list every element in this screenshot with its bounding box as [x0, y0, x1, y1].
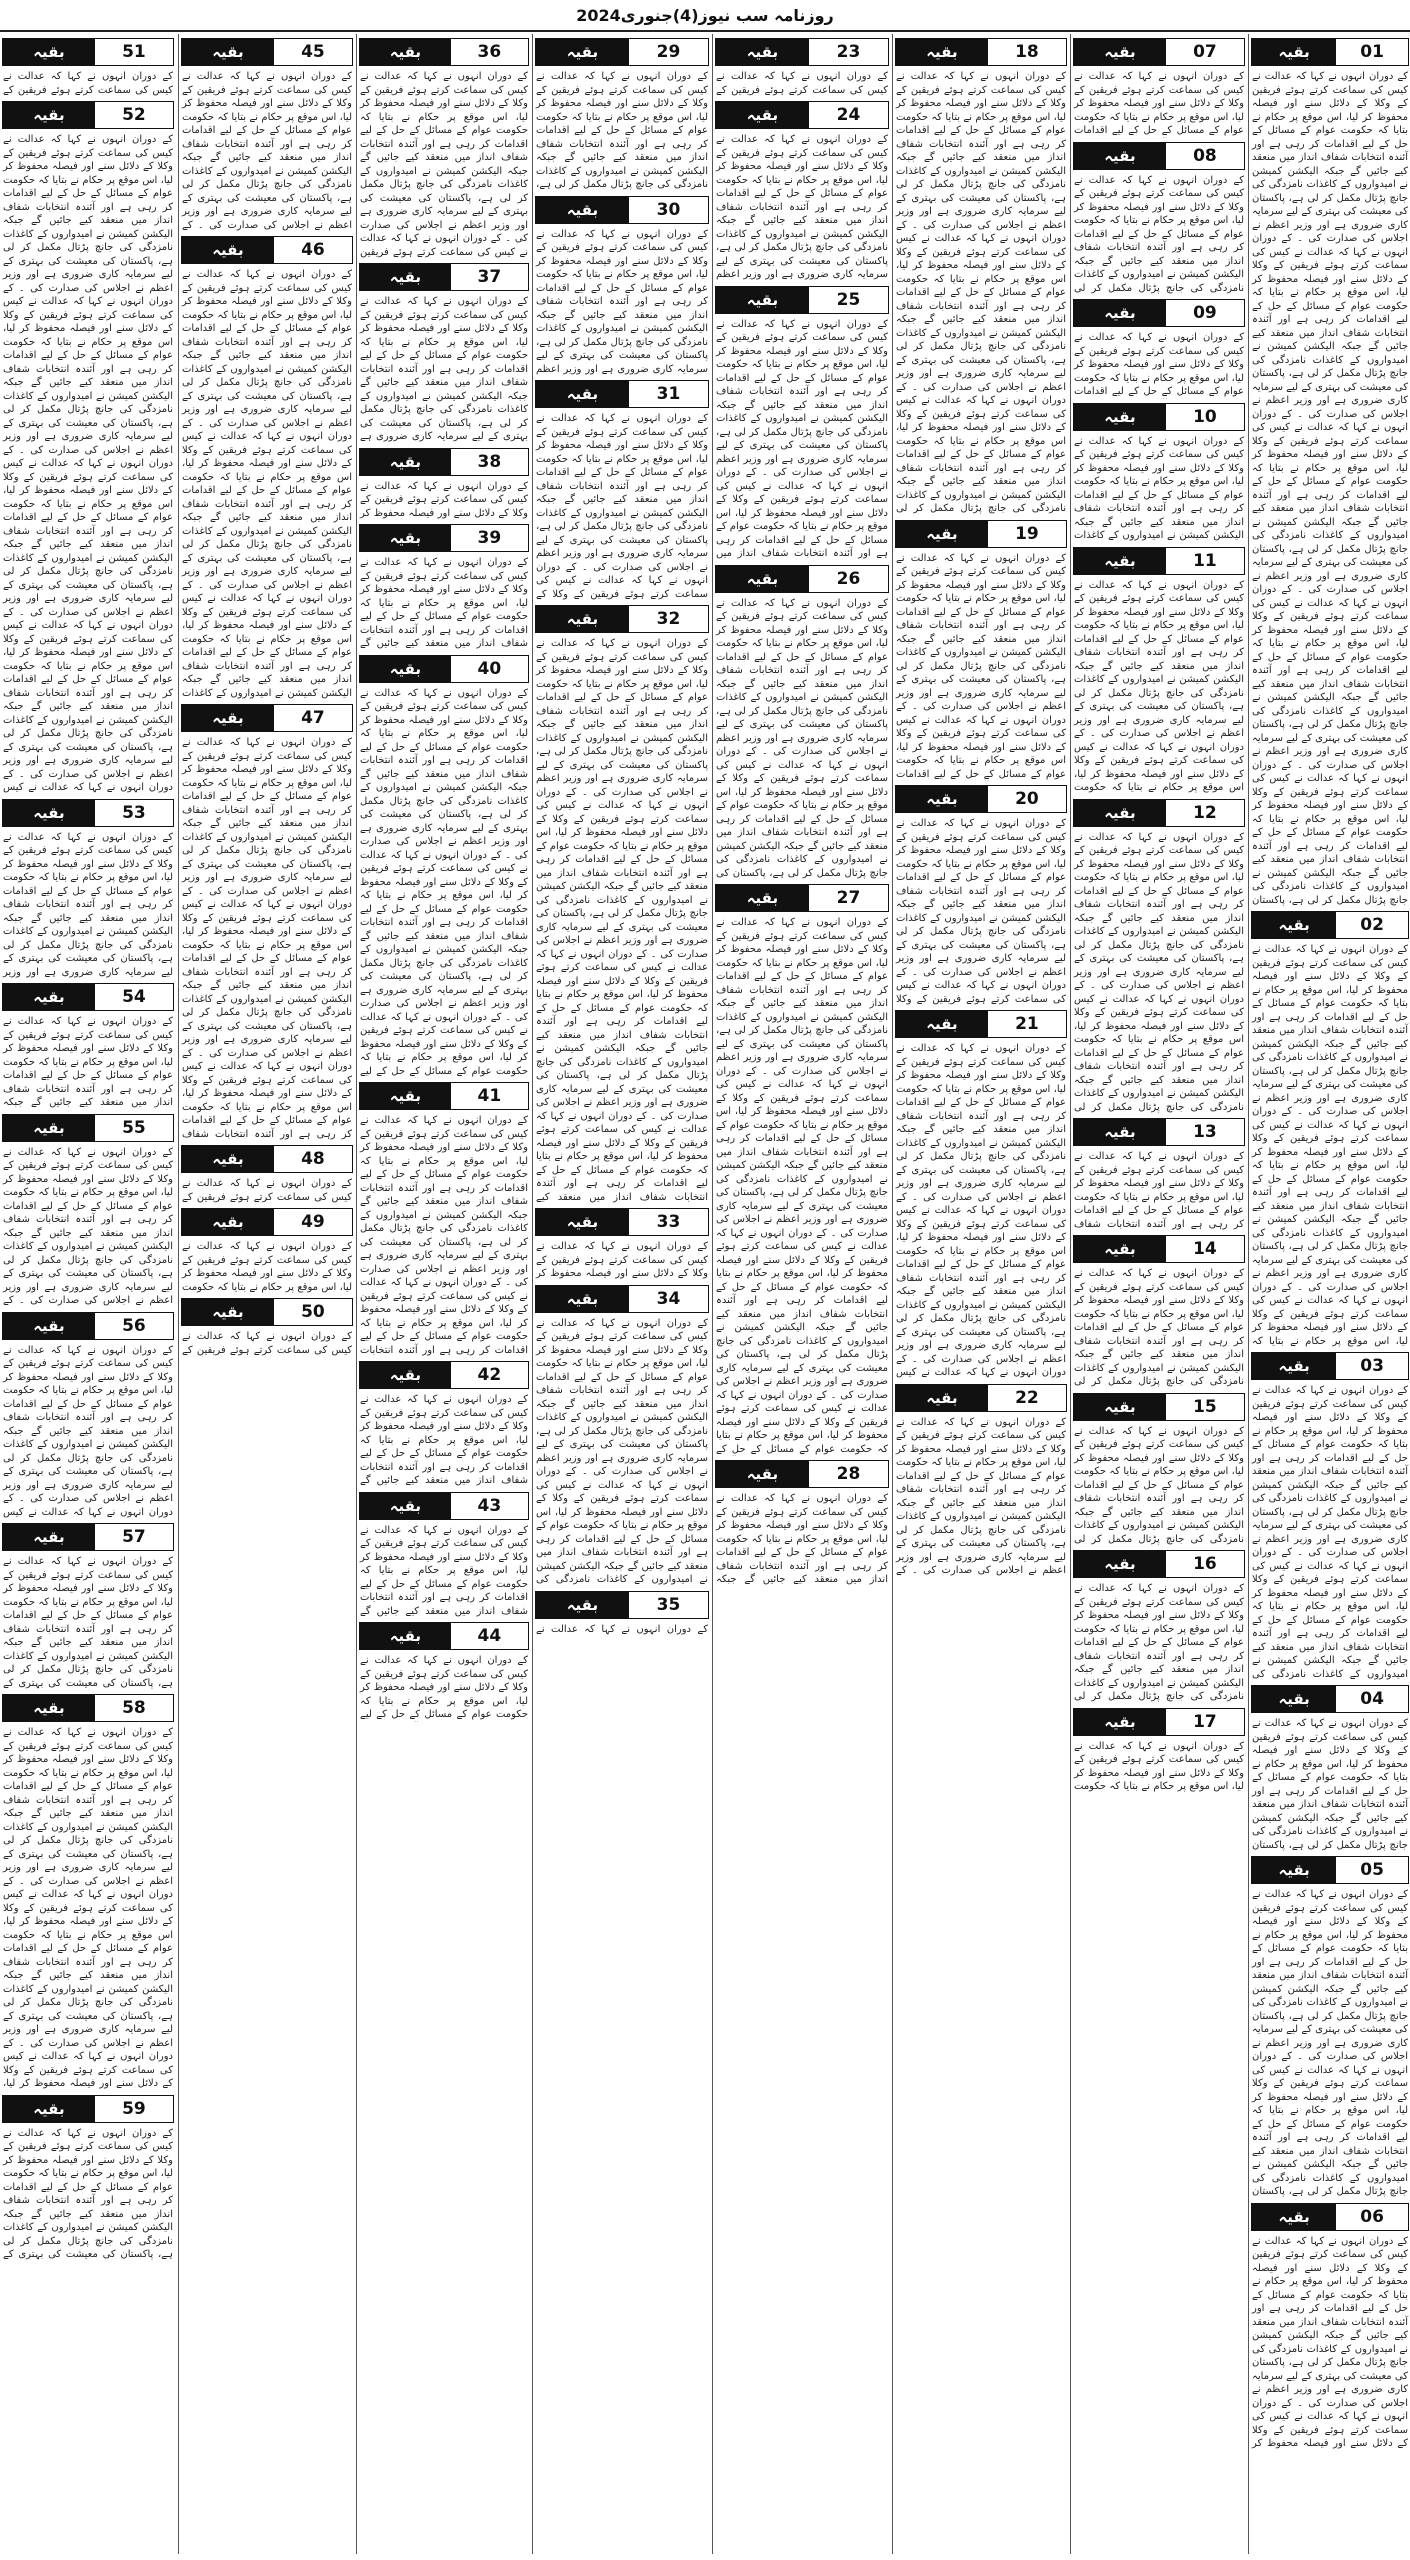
marker-number: 56 [122, 1315, 146, 1336]
marker-number: 15 [1193, 1396, 1217, 1417]
continuation-marker-14 [1073, 1235, 1245, 1263]
marker-number: 28 [836, 1464, 861, 1484]
marker-label: بقیہ [1074, 1236, 1166, 1262]
marker-number: 43 [477, 1495, 502, 1516]
marker-label: بقیہ [1074, 1119, 1166, 1145]
marker-number: 05 [1360, 1860, 1384, 1880]
article-text: کے دوران انہوں نے کہا کہ عدالت نے کیس کی سماعت کرتے ہوئے فریقین کے وکلا کے دلائل سنے اور فیصلہ محفوظ کر لیا، اس موقع پر حکام نے بتایا کہ حکومت عوام کے مسائل کے حل کے لیے اقدامات کر رہی ہے اور آئندہ انتخابات شفاف انداز میں منعقد کیے جائیں گے جبکہ الیکشن کمیشن نے امیدواروں کے کاغذات نامزدگی کی جانچ پڑتال مکمل کر لی ہے، پاکستان کی معیشت کی بہتری کے [3, 2127, 173, 2260]
marker-label: بقیہ [3, 1313, 95, 1339]
marker-label: بقیہ [360, 1083, 451, 1109]
continuation-marker-07 [1073, 38, 1245, 66]
continuation-marker-57 [2, 1523, 174, 1551]
article-text: کے دوران انہوں نے کہا کہ عدالت نے کیس کی سماعت کرتے ہوئے فریقین کے وکلا کے دلائل سنے اور فیصلہ محفوظ کر [360, 480, 528, 519]
article-text: کے دوران انہوں نے کہا کہ عدالت نے کیس کی سماعت کرتے ہوئے فریقین کے وکلا کے دلائل سنے اور فیصلہ محفوظ کر لیا، اس موقع پر حکام نے بتایا کہ حکومت عوام کے مسائل کے حل کے لیے اقدامات کر رہی ہے اور آئندہ انتخابات شفاف انداز میں منعقد کیے جائیں گے جبکہ الیکشن کمیشن نے امیدواروں کے کاغذات نامزدگی کی جانچ پڑتال مکمل کر لی ہے، پاکستان کی معیشت کی بہتری کے لیے سرمایہ کاری ضروری ہے اور وزیر اعظم نے اجلاس کی صدارت کی ۔ کے دوران انہوں نے کہا کہ عدالت نے کیس کی سماعت کرتے ہوئے فریقین کے وکلا کے دلائل سنے اور فیصلہ محفوظ کر لیا، اس موقع پر حکام نے بتایا کہ حکومت عوام کے مسائل کے حل کے لیے اقدامات کر رہی ہے اور آئندہ انتخابات شفاف انداز میں منعقد کیے جائیں گے جبکہ الیکشن کمیشن نے امیدواروں کے کاغذات نامزدگی کی جانچ پڑتال مکمل کر لی ہے، پاکستان کی [715, 597, 888, 879]
marker-label: بقیہ [1074, 800, 1166, 826]
article-text: کے دوران انہوں نے کہا کہ عدالت نے کیس کی سماعت کرتے ہوئے فریقین کے وکلا کے دلائل سنے اور فیصلہ محفوظ کر لیا، اس موقع پر حکام نے بتایا کہ حکومت عوام کے مسائل کے حل کے لیے اقدامات کر رہی ہے اور آئندہ انتخابات شفاف انداز میں منعقد کیے جائیں گے جبکہ الیکشن کمیشن نے امیدواروں کے کاغذات نامزدگی کی جانچ پڑتال مکمل کر لی ہے، پاکستان کی معیشت کی بہتری کے لیے سرمایہ کاری ضروری ہے اور وزیر اعظم نے اجلاس کی صدارت کی ۔ کے دوران انہوں نے کہا کہ عدالت نے کیس کی سماعت کرتے ہوئے فریقین کے وکلا کے دلائل سنے اور فیصلہ محفوظ کر لیا، اس موقع پر حکام نے بتایا کہ حکومت عوام کے مسائل کے حل کے لیے اقدامات کر رہی ہے اور آئندہ انتخابات شفاف انداز میں منعقد کیے جائیں گے جبکہ الیکشن کمیشن نے امیدواروں کے کاغذات نامزدگی کی جانچ پڑتال مکمل کر لی ہے، پاکستان کی معیشت کی بہتری کے لیے سرمایہ کاری ضروری ہے اور وزیر اعظم نے اجلاس کی صدارت کی ۔ کے دوران انہوں نے کہا کہ عدالت نے کیس کی سماعت کرتے ہوئے فریقین کے وکلا کے دلائل سنے اور فیصلہ محفوظ کر لیا، اس موقع پر حکام نے بتایا کہ حکومت عوام کے مسائل کے حل کے لیے [360, 687, 528, 1077]
marker-label: بقیہ [716, 287, 809, 313]
article-text: کے دوران انہوں نے کہا کہ عدالت نے کیس کی سماعت کرتے ہوئے فریقین کے وکلا کے دلائل سنے اور فیصلہ محفوظ کر لیا، اس موقع پر حکام نے بتایا کہ حکومت عوام کے مسائل کے حل کے لیے اقدامات کر رہی ہے اور آئندہ انتخابات شفاف انداز میں منعقد کیے جائیں گے جبکہ الیکشن کمیشن نے امیدواروں کے کاغذات نامزدگی کی جانچ پڑتال مکمل کر لی ہے، پاکستان کی معیشت کی بہتری کے لیے سرمایہ کاری ضروری ہے اور وزیر اعظم نے اجلاس کی صدارت کی ۔ کے دوران انہوں نے کہا کہ عدالت نے کیس کی سماعت کرتے ہوئے فریقین کے وکلا [896, 818, 1066, 1005]
continuation-marker-49 [181, 1208, 353, 1236]
marker-number: 42 [477, 1365, 502, 1385]
article-text: کے دوران انہوں نے کہا کہ عدالت نے کیس کی سماعت کرتے ہوئے فریقین کے وکلا کے دلائل سنے اور فیصلہ محفوظ کر لیا، اس موقع پر حکام نے بتایا کہ حکومت عوام کے مسائل کے حل کے لیے اقدامات کر رہی ہے اور آئندہ انتخابات شفاف انداز میں منعقد کیے جائیں گے [360, 1524, 528, 1617]
continuation-marker-20 [895, 785, 1067, 813]
article-text: کے دوران انہوں نے کہا کہ عدالت نے کیس کی سماعت کرتے ہوئے فریقین کے وکلا کے دلائل سنے اور فیصلہ محفوظ کر لیا، اس موقع پر حکام نے بتایا کہ حکومت عوام کے مسائل کے حل کے لیے اقدامات کر رہی ہے اور آئندہ انتخابات شفاف انداز میں منعقد کیے جائیں گے جبکہ الیکشن کمیشن نے امیدواروں کے کاغذات نامزدگی کی جانچ پڑتال مکمل کر لی ہے، پاکستان کی معیشت کی بہتری کے لیے سرمایہ کاری ضروری ہے [360, 296, 528, 442]
marker-number: 59 [122, 2098, 146, 2119]
continuation-marker-43 [359, 1492, 529, 1520]
continuation-marker-51 [2, 38, 174, 66]
column-5 [532, 34, 711, 2554]
marker-label: بقیہ [1074, 143, 1166, 169]
continuation-marker-10 [1073, 403, 1245, 431]
marker-number: 29 [656, 42, 681, 62]
column-7 [178, 34, 355, 2554]
marker-label: بقیہ [182, 1299, 274, 1325]
marker-number: 08 [1193, 145, 1217, 166]
continuation-marker-40 [359, 655, 529, 683]
continuation-marker-22 [895, 1384, 1067, 1412]
continuation-marker-25 [715, 286, 889, 314]
marker-number: 13 [1193, 1122, 1217, 1142]
continuation-marker-39 [359, 524, 529, 552]
marker-label: بقیہ [536, 39, 629, 65]
marker-number: 50 [301, 1302, 325, 1322]
article-text: کے دوران انہوں نے کہا کہ عدالت نے کیس کی سماعت کرتے ہوئے فریقین کے وکلا کے دلائل سنے اور فیصلہ محفوظ کر لیا، اس موقع پر حکام نے بتایا کہ حکومت عوام کے مسائل کے حل کے لیے اقدامات کر رہی ہے اور آئندہ انتخابات شفاف انداز میں منعقد کیے جائیں گے جبکہ الیکشن کمیشن نے امیدواروں کے کاغذات نامزدگی کی جانچ پڑتال مکمل کر لی ہے، پاکستان کی معیشت کی بہتری کے لیے سرمایہ کاری ضروری ہے اور وزیر اعظم نے اجلاس کی صدارت کی ۔ کے دوران انہوں نے کہا کہ عدالت نے کیس کی سماعت کرتے ہوئے فریقین کے وکلا کے دلائل سنے اور فیصلہ محفوظ کر لیا، اس موقع پر حکام نے بتایا کہ حکومت عوام کے مسائل کے حل کے لیے اقدامات کر رہی ہے اور آئندہ انتخابات شفاف انداز میں منعقد کیے جائیں گے جبکہ الیکشن کمیشن نے امیدواروں کے کاغذات نامزدگی کی [535, 1317, 708, 1585]
article-text: کے دوران انہوں نے کہا کہ عدالت نے کیس کی سماعت کرتے ہوئے فریقین کے وکلا کے دلائل سنے اور فیصلہ محفوظ کر لیا، اس موقع پر حکام نے بتایا کہ حکومت عوام کے مسائل کے حل کے لیے اقدامات کر رہی ہے اور آئندہ انتخابات شفاف انداز میں منعقد کیے جائیں گے جبکہ الیکشن کمیشن نے امیدواروں کے کاغذات نامزدگی کی جانچ پڑتال مکمل کر لی ہے، پاکستان کی معیشت کی بہتری کے لیے سرمایہ کاری ضروری ہے اور وزیر اعظم نے اجلاس کی صدارت کی ۔ کے دوران انہوں نے کہا کہ عدالت نے کیس کی سماعت کرتے ہوئے فریقین کے وکلا کے دلائل سنے اور فیصلہ محفوظ کر لیا، اس موقع پر حکام نے بتایا کہ حکومت عوام کے مسائل کے حل کے لیے اقدامات کر رہی ہے اور آئندہ انتخابات شفاف انداز میں منعقد کیے جائیں گے جبکہ الیکشن کمیشن نے امیدواروں کے کاغذات نامزدگی کی جانچ پڑتال مکمل کر لی ہے، پاکستان کی معیشت کی بہتری کے لیے سرمایہ کاری ضروری ہے اور وزیر اعظم نے اجلاس کی صدارت کی ۔ کے دوران انہوں نے کہا کہ عدالت نے کیس کی سماعت کرتے ہوئے فریقین کے وکلا کے دلائل سنے اور فیصلہ محفوظ کر لیا، اس موقع پر حکام نے بتایا کہ حکومت عوام کے مسائل کے حل کے لیے اقدامات کر رہی ہے اور آئندہ انتخابات شفاف انداز میں منعقد کیے جائیں گے جبکہ الیکشن کمیشن نے امیدواروں کے کاغذات نامزدگی کی جانچ پڑتال مکمل کر لی ہے، پاکستان کی معیشت کی بہتری کے لیے سرمایہ کاری ضروری ہے اور وزیر اعظم نے اجلاس کی صدارت کی ۔ کے دوران انہوں نے کہا کہ عدالت نے کیس کی سماعت کرتے ہوئے فریقین کے وکلا کے دلائل سنے اور فیصلہ محفوظ کر لیا، اس موقع پر حکام نے بتایا کہ حکومت عوام کے مسائل کے حل کے لیے اقدامات کر رہی ہے اور آئندہ انتخابات شفاف انداز میں منعقد کیے جائیں گے جبکہ الیکشن کمیشن نے امیدواروں کے کاغذات نامزدگی کی جانچ پڑتال مکمل کر لی ہے، پاکستان کی معیشت کی بہتری کے لیے سرمایہ کاری ضروری ہے اور وزیر اعظم نے اجلاس کی صدارت کی ۔ کے دوران انہوں نے کہا کہ عدالت نے کیس کی سماعت کرتے ہوئے فریقین کے وکلا کے دلائل سنے اور فیصلہ محفوظ کر لیا، اس موقع پر حکام نے بتایا کہ حکومت عوام کے مسائل کے حل کے لیے اقدامات کر رہی ہے اور آئندہ انتخابات شفاف انداز میں منعقد کیے جائیں گے جبکہ الیکشن کمیشن نے امیدواروں کے کاغذات نامزدگی کی جانچ پڑتال مکمل کر لی ہے، پاکستان [1252, 71, 1408, 906]
article-text: کے دوران انہوں نے کہا کہ عدالت نے کیس کی سماعت کرتے ہوئے فریقین کے وکلا کے دلائل سنے اور فیصلہ محفوظ کر لیا، اس موقع پر حکام نے بتایا کہ حکومت عوام کے مسائل کے حل کے لیے اقدامات کر رہی ہے اور آئندہ انتخابات شفاف انداز میں منعقد کیے جائیں گے جبکہ الیکشن کمیشن نے امیدواروں کے کاغذات نامزدگی کی جانچ پڑتال مکمل کر لی ہے، پاکستان کی معیشت کی بہتری کے لیے سرمایہ کاری ضروری ہے اور وزیر اعظم نے اجلاس کی صدارت کی ۔ کے [896, 1416, 1066, 1576]
column-2 [1070, 34, 1247, 2554]
marker-label: بقیہ [716, 566, 809, 592]
marker-label: بقیہ [1074, 548, 1166, 574]
marker-number: 02 [1360, 915, 1384, 935]
continuation-marker-32 [535, 605, 709, 633]
continuation-marker-31 [535, 380, 709, 408]
continuation-marker-41 [359, 1082, 529, 1110]
article-text: کے دوران انہوں نے کہا کہ عدالت نے کیس کی سماعت کرتے ہوئے فریقین کے وکلا کے دلائل سنے اور فیصلہ محفوظ کر لیا، اس موقع پر حکام نے بتایا کہ حکومت عوام کے مسائل کے حل کے لیے اقدامات کر رہی ہے اور آئندہ انتخابات شفاف انداز میں منعقد کیے جائیں گے جبکہ الیکشن کمیشن نے امیدواروں کے کاغذات نامزدگی کی جانچ پڑتال مکمل کر لی ہے، پاکستان کی معیشت کی بہتری کے لیے سرمایہ کاری ضروری ہے اور وزیر اعظم نے اجلاس کی صدارت کی ۔ کے دوران انہوں نے کہا کہ عدالت نے کیس [3, 1344, 173, 1518]
article-text: کے دوران انہوں نے کہا کہ عدالت نے کیس کی سماعت کرتے ہوئے فریقین کے وکلا کے دلائل سنے اور فیصلہ محفوظ کر لیا، اس موقع پر حکام نے بتایا کہ حکومت عوام کے مسائل کے حل کے لیے اقدامات کر رہی ہے اور آئندہ انتخابات شفاف انداز میں منعقد کیے جائیں گے جبکہ الیکشن کمیشن نے امیدواروں کے کاغذات نامزدگی کی جانچ پڑتال مکمل کر لی ہے، پاکستان کی معیشت کی بہتری کے لیے سرمایہ کاری ضروری ہے اور وزیر اعظم نے اجلاس کی صدارت کی ۔ کے دوران انہوں نے کہا کہ عدالت نے کیس کی سماعت کرتے ہوئے فریقین کے وکلا کے دلائل سنے اور فیصلہ محفوظ کر لیا، اس موقع پر حکام نے بتایا کہ حکومت عوام کے مسائل کے حل کے لیے اقدامات کر رہی ہے اور آئندہ انتخابات شفاف انداز میں منعقد کیے جائیں گے جبکہ الیکشن کمیشن نے امیدواروں کے کاغذات نامزدگی کی جانچ پڑتال مکمل کر لی [1074, 831, 1244, 1113]
marker-label: بقیہ [1074, 404, 1166, 430]
marker-label: بقیہ [360, 1623, 451, 1649]
continuation-marker-05 [1251, 1856, 1409, 1884]
marker-number: 52 [122, 105, 146, 125]
article-text: کے دوران انہوں نے کہا کہ عدالت نے کیس کی سماعت کرتے ہوئے فریقین کے وکلا کے دلائل سنے اور فیصلہ محفوظ کر لیا، اس موقع پر حکام نے بتایا کہ حکومت عوام کے مسائل کے حل کے لیے اقدامات کر رہی ہے اور آئندہ انتخابات شفاف انداز میں منعقد کیے جائیں گے [360, 1394, 528, 1486]
article-text: کے دوران انہوں نے کہا کہ عدالت نے کیس کی سماعت کرتے ہوئے فریقین کے وکلا کے دلائل سنے اور فیصلہ محفوظ کر لیا، اس موقع پر حکام نے بتایا کہ حکومت عوام کے مسائل کے حل کے لیے اقدامات کر رہی ہے اور آئندہ انتخابات شفاف انداز میں منعقد کیے جائیں گے جبکہ الیکشن کمیشن نے امیدواروں کے کاغذات نامزدگی کی جانچ پڑتال مکمل کر لی ہے، پاکستان [1252, 1718, 1408, 1851]
marker-number: 33 [656, 1212, 681, 1232]
article-text: کے دوران انہوں نے کہا کہ عدالت نے کیس کی سماعت کرتے ہوئے فریقین کے وکلا کے دلائل سنے اور فیصلہ محفوظ کر لیا، اس موقع پر حکام نے بتایا کہ حکومت عوام کے مسائل کے حل کے لیے اقدامات کر رہی ہے اور آئندہ انتخابات شفاف انداز میں منعقد کیے جائیں گے جبکہ الیکشن کمیشن نے امیدواروں کے کاغذات نامزدگی کی جانچ پڑتال مکمل کر لی [1074, 174, 1244, 294]
article-text: کے دوران انہوں نے کہا کہ عدالت نے کیس کی سماعت کرتے ہوئے فریقین کے وکلا کے دلائل سنے اور فیصلہ محفوظ کر لیا، اس موقع پر حکام نے بتایا کہ حکومت عوام کے مسائل کے حل کے لیے اقدامات کر رہی ہے اور آئندہ انتخابات شفاف انداز میں منعقد کیے جائیں گے جبکہ الیکشن کمیشن نے امیدواروں کے کاغذات نامزدگی کی جانچ پڑتال مکمل کر لی ہے، پاکستان کی معیشت کی بہتری کے لیے سرمایہ کاری ضروری ہے اور وزیر اعظم نے اجلاس کی صدارت کی ۔ کے دوران انہوں نے کہا کہ عدالت نے کیس کی سماعت کرتے ہوئے فریقین کے وکلا کے دلائل سنے اور فیصلہ محفوظ کر لیا، اس موقع پر حکام نے بتایا کہ حکومت عوام کے مسائل کے حل کے لیے اقدامات کر رہی ہے اور آئندہ انتخابات شفاف انداز میں منعقد کیے جائیں گے جبکہ الیکشن کمیشن نے امیدواروں کے کاغذات نامزدگی کی جانچ پڑتال مکمل کر لی ہے، پاکستان کی معیشت کی بہتری کے لیے سرمایہ کاری ضروری ہے اور وزیر اعظم نے اجلاس کی صدارت کی ۔ کے دوران انہوں نے کہا کہ عدالت نے کیس [896, 1043, 1066, 1378]
marker-label: بقیہ [360, 39, 451, 65]
marker-number: 37 [477, 267, 502, 287]
marker-label: بقیہ [360, 1493, 451, 1519]
marker-number: 39 [477, 528, 502, 548]
article-text: کے دوران انہوں نے کہا کہ عدالت نے کیس کی سماعت کرتے ہوئے فریقین کے وکلا کے دلائل سنے اور فیصلہ محفوظ کر لیا، اس موقع پر حکام نے بتایا کہ حکومت عوام کے مسائل کے حل کے لیے اقدامات کر رہی ہے اور آئندہ انتخابات شفاف انداز میں منعقد کیے جائیں گے جبکہ الیکشن کمیشن نے امیدواروں کے کاغذات نامزدگی کی جانچ پڑتال مکمل کر لی ہے، پاکستان کی معیشت کی بہتری کے لیے سرمایہ کاری ضروری ہے اور وزیر اعظم نے اجلاس کی صدارت کی ۔ کے دوران انہوں نے کہا کہ عدالت نے کیس کی سماعت کرتے ہوئے فریقین کے وکلا کے دلائل سنے اور فیصلہ محفوظ کر لیا، اس موقع پر حکام نے بتایا کہ حکومت عوام کے مسائل کے حل کے لیے اقدامات کر رہی ہے اور آئندہ انتخابات شفاف انداز میں منعقد کیے جائیں گے جبکہ الیکشن کمیشن نے امیدواروں کے کاغذات نامزدگی کی جانچ پڑتال مکمل کر لی ہے، پاکستان کی معیشت کی بہتری کے لیے سرمایہ کاری ضروری ہے اور وزیر اعظم نے اجلاس کی صدارت کی ۔ کے دوران انہوں نے کہا کہ عدالت نے کیس کی سماعت کرتے ہوئے فریقین کے وکلا کے دلائل سنے اور فیصلہ محفوظ کر لیا، اس موقع پر حکام نے بتایا کہ حکومت عوام کے مسائل کے حل کے لیے اقدامات کر رہی ہے اور آئندہ انتخابات شفاف انداز میں منعقد کیے جائیں گے جبکہ الیکشن کمیشن نے امیدواروں کے کاغذات [182, 269, 352, 699]
marker-number: 51 [122, 42, 146, 62]
marker-number: 41 [477, 1086, 502, 1106]
marker-label: بقیہ [182, 39, 274, 65]
continuation-marker-59 [2, 2095, 174, 2123]
marker-label: بقیہ [182, 237, 274, 263]
marker-label: بقیہ [360, 1362, 451, 1388]
marker-label: بقیہ [1252, 912, 1336, 938]
marker-label: بقیہ [716, 102, 809, 128]
marker-label: بقیہ [1074, 300, 1166, 326]
article-text: کے دوران انہوں نے کہا کہ عدالت نے کیس کی سماعت کرتے ہوئے فریقین کے [182, 1178, 352, 1203]
article-text: کے دوران انہوں نے کہا کہ عدالت نے کیس کی سماعت کرتے ہوئے فریقین کے وکلا کے دلائل سنے اور فیصلہ محفوظ کر لیا، اس موقع پر حکام نے بتایا کہ حکومت عوام کے مسائل کے حل کے لیے اقدامات کر رہی ہے اور آئندہ انتخابات شفاف انداز میں منعقد کیے جائیں گے جبکہ الیکشن کمیشن نے امیدواروں کے کاغذات نامزدگی کی جانچ پڑتال مکمل کر لی ہے، پاکستان کی معیشت کی بہتری کے لیے سرمایہ کاری ضروری ہے اور وزیر اعظم نے اجلاس کی صدارت کی ۔ کے دوران انہوں نے کہا کہ عدالت نے کیس کی سماعت کرتے ہوئے فریقین [360, 71, 528, 258]
marker-number: 58 [122, 1698, 146, 1718]
marker-number: 55 [122, 1117, 146, 1138]
continuation-marker-11 [1073, 547, 1245, 575]
article-text: کے دوران انہوں نے کہا کہ عدالت نے کیس کی سماعت کرتے ہوئے فریقین کے وکلا کے دلائل سنے اور فیصلہ محفوظ کر لیا، اس موقع پر حکام نے بتایا کہ حکومت عوام کے مسائل کے حل کے لیے اقدامات کر رہی ہے اور آئندہ انتخابات شفاف انداز میں منعقد کیے جائیں گے [360, 557, 528, 649]
marker-label: بقیہ [1074, 1551, 1166, 1577]
marker-label: بقیہ [3, 1524, 95, 1550]
marker-label: بقیہ [3, 1115, 95, 1141]
marker-number: 38 [477, 451, 502, 472]
article-text: کے دوران انہوں نے کہا کہ عدالت نے کیس کی سماعت کرتے ہوئے فریقین کے وکلا کے دلائل سنے اور فیصلہ محفوظ کر لیا، اس موقع پر حکام نے بتایا کہ حکومت عوام کے مسائل کے حل کے لیے اقدامات کر رہی ہے اور آئندہ انتخابات شفاف انداز میں منعقد کیے جائیں گے جبکہ الیکشن کمیشن نے امیدواروں کے کاغذات نامزدگی کی جانچ پڑتال مکمل کر لی ہے، پاکستان کی معیشت کی بہتری کے لیے سرمایہ کاری ضروری ہے اور وزیر اعظم نے اجلاس کی صدارت کی ۔ کے دوران انہوں نے کہا کہ عدالت نے کیس کی سماعت کرتے ہوئے فریقین کے وکلا کے دلائل سنے اور فیصلہ محفوظ کر لیا، اس موقع پر حکام نے بتایا کہ حکومت عوام کے مسائل کے حل کے لیے اقدامات کر رہی ہے اور آئندہ انتخابات شفاف انداز میں منعقد کیے جائیں گے جبکہ الیکشن کمیشن نے امیدواروں کے کاغذات نامزدگی کی جانچ پڑتال مکمل کر لی ہے، پاکستان کی معیشت کی بہتری کے لیے سرمایہ کاری ضروری ہے اور وزیر اعظم نے اجلاس کی صدارت کی ۔ کے دوران انہوں نے کہا کہ عدالت نے کیس کی سماعت کرتے ہوئے فریقین کے وکلا کے دلائل سنے اور فیصلہ محفوظ کر لیا، اس موقع پر حکام نے بتایا کہ حکومت عوام کے مسائل کے حل کے لیے اقدامات کر رہی ہے اور آئندہ انتخابات شفاف انداز میں منعقد کیے جائیں گے جبکہ الیکشن کمیشن نے امیدواروں کے کاغذات نامزدگی کی جانچ پڑتال مکمل کر لی ہے، پاکستان کی معیشت کی بہتری کے لیے سرمایہ کاری ضروری ہے اور وزیر اعظم نے اجلاس کی صدارت کی ۔ کے دوران انہوں نے کہا کہ عدالت نے کیس کی سماعت کرتے ہوئے فریقین کے وکلا کے دلائل سنے اور فیصلہ محفوظ کر لیا، اس موقع پر حکام نے بتایا کہ حکومت عوام کے مسائل کے حل کے [715, 917, 888, 1455]
continuation-marker-02 [1251, 911, 1409, 939]
continuation-marker-53 [2, 799, 174, 827]
marker-number: 54 [122, 987, 146, 1007]
article-text: کے دوران انہوں نے کہا کہ عدالت نے کیس کی سماعت کرتے ہوئے فریقین کے وکلا کے دلائل سنے اور فیصلہ محفوظ کر لیا، اس موقع پر حکام نے بتایا کہ حکومت عوام کے مسائل کے حل کے لیے اقدامات کر رہی ہے اور آئندہ انتخابات شفاف انداز میں منعقد کیے جائیں گے جبکہ الیکشن کمیشن نے امیدواروں کے کاغذات نامزدگی کی جانچ پڑتال مکمل کر لی ہے، پاکستان کی معیشت کی بہتری کے لیے سرمایہ کاری ضروری ہے اور وزیر اعظم نے اجلاس کی صدارت کی ۔ کے دوران انہوں نے کہا کہ عدالت نے کیس کی سماعت کرتے ہوئے فریقین کے وکلا کے دلائل سنے اور فیصلہ محفوظ کر لیا، اس موقع پر حکام نے بتایا کہ حکومت عوام کے مسائل کے حل کے لیے اقدامات کر رہی ہے اور آئندہ انتخابات شفاف انداز میں منعقد کیے جائیں گے جبکہ الیکشن کمیشن نے امیدواروں کے کاغذات نامزدگی کی [1252, 1385, 1408, 1680]
continuation-marker-37 [359, 263, 529, 291]
marker-label: بقیہ [360, 525, 451, 551]
marker-label: بقیہ [1074, 39, 1166, 65]
article-text: کے دوران انہوں نے کہا کہ عدالت نے کیس کی سماعت کرتے ہوئے فریقین کے وکلا کے دلائل سنے اور فیصلہ محفوظ کر لیا، اس موقع پر حکام نے بتایا کہ حکومت عوام کے مسائل کے حل کے لیے اقدامات کر رہی ہے اور آئندہ انتخابات شفاف انداز میں منعقد کیے جائیں گے جبکہ الیکشن کمیشن نے امیدواروں کے کاغذات نامزدگی کی جانچ پڑتال مکمل کر لی ہے، پاکستان کی معیشت کی بہتری کے لیے سرمایہ کاری ضروری ہے اور وزیر [3, 831, 173, 978]
marker-label: بقیہ [3, 2096, 95, 2122]
marker-label: بقیہ [1074, 1709, 1166, 1735]
article-text: کے دوران انہوں نے کہا کہ عدالت نے کیس کی سماعت کرتے ہوئے فریقین کے وکلا کے دلائل سنے اور فیصلہ محفوظ کر لیا، اس موقع پر حکام نے بتایا کہ حکومت عوام کے مسائل کے حل کے لیے اقدامات کر رہی ہے اور آئندہ انتخابات شفاف [1074, 1151, 1244, 1230]
marker-number: 09 [1193, 303, 1217, 323]
marker-number: 31 [656, 384, 681, 404]
marker-number: 25 [836, 289, 861, 310]
continuation-marker-50 [181, 1298, 353, 1326]
marker-label: بقیہ [896, 39, 988, 65]
column-8 [0, 34, 176, 2554]
continuation-marker-46 [181, 236, 353, 264]
marker-label: بقیہ [536, 197, 629, 223]
marker-label: بقیہ [1252, 39, 1336, 65]
continuation-marker-33 [535, 1208, 709, 1236]
article-text: کے دوران انہوں نے کہا کہ عدالت نے کیس کی سماعت کرتے ہوئے فریقین کے وکلا کے دلائل سنے اور فیصلہ محفوظ کر لیا، اس موقع پر حکام نے بتایا کہ حکومت عوام کے مسائل کے حل کے لیے اقدامات کر رہی ہے اور آئندہ انتخابات شفاف انداز میں منعقد کیے جائیں گے جبکہ [3, 1016, 173, 1108]
article-text: کے دوران انہوں نے کہا کہ عدالت نے کیس کی سماعت کرتے ہوئے فریقین کے وکلا کے دلائل سنے اور فیصلہ محفوظ کر لیا، اس موقع پر حکام نے بتایا کہ حکومت عوام کے مسائل کے حل کے لیے اقدامات کر رہی ہے اور آئندہ انتخابات شفاف انداز میں منعقد کیے جائیں گے جبکہ الیکشن کمیشن نے امیدواروں کے کاغذات نامزدگی کی جانچ پڑتال مکمل کر لی ہے، پاکستان کی معیشت کی بہتری کے لیے سرمایہ کاری ضروری ہے اور وزیر اعظم نے اجلاس کی صدارت کی ۔ کے دوران انہوں نے کہا کہ عدالت نے کیس کی سماعت کرتے ہوئے فریقین کے وکلا کے دلائل سنے اور فیصلہ محفوظ کر لیا، اس موقع پر حکام نے بتایا کہ حکومت عوام کے مسائل کے حل کے لیے اقدامات کر رہی ہے اور آئندہ انتخابات شفاف انداز میں منعقد کیے جائیں گے جبکہ الیکشن کمیشن نے امیدواروں کے کاغذات نامزدگی کی جانچ پڑتال مکمل کر لی ہے، پاکستان کی معیشت کی بہتری کے لیے سرمایہ کاری ضروری ہے اور وزیر اعظم نے اجلاس کی صدارت کی ۔ کے دوران انہوں نے کہا کہ عدالت نے کیس کی سماعت کرتے ہوئے فریقین کے وکلا کے دلائل سنے اور فیصلہ محفوظ کر لیا، اس موقع پر حکام نے بتایا کہ حکومت عوام کے مسائل کے حل کے لیے اقدامات کر رہی ہے اور آئندہ انتخابات شفاف [182, 737, 352, 1140]
continuation-marker-04 [1251, 1685, 1409, 1713]
marker-number: 23 [836, 42, 861, 62]
marker-number: 22 [1015, 1387, 1039, 1408]
continuation-marker-54 [2, 983, 174, 1011]
article-text: کے دوران انہوں نے کہا کہ عدالت نے کیس کی سماعت کرتے ہوئے فریقین کے وکلا کے دلائل سنے اور فیصلہ محفوظ کر لیا، اس موقع پر حکام نے بتایا کہ حکومت عوام کے مسائل کے حل کے لیے اقدامات کر رہی ہے اور آئندہ انتخابات شفاف انداز میں منعقد کیے جائیں گے جبکہ الیکشن کمیشن نے امیدواروں کے کاغذات نامزدگی کی جانچ پڑتال مکمل کر لی ہے، پاکستان کی معیشت کی بہتری کے لیے سرمایہ کاری ضروری ہے اور وزیر اعظم نے اجلاس کی صدارت کی ۔ کے دوران انہوں نے کہا کہ عدالت نے کیس کی سماعت کرتے ہوئے فریقین کے وکلا کے دلائل سنے اور فیصلہ محفوظ کر لیا، اس موقع پر حکام نے بتایا کہ حکومت عوام کے مسائل کے حل کے لیے اقدامات کر رہی ہے اور آئندہ انتخابات شفاف انداز میں منعقد کیے جائیں گے جبکہ الیکشن کمیشن نے امیدواروں کے کاغذات نامزدگی کی جانچ پڑتال مکمل کر لی ہے، پاکستان کی معیشت کی بہتری کے لیے سرمایہ کاری ضروری ہے اور وزیر اعظم نے اجلاس کی صدارت کی ۔ کے دوران انہوں نے کہا کہ عدالت نے کیس کی سماعت کرتے ہوئے فریقین کے وکلا کے دلائل سنے اور فیصلہ محفوظ کر لیا، [3, 1727, 173, 2089]
marker-number: 24 [836, 105, 861, 125]
article-text: کے دوران انہوں نے کہا کہ عدالت نے کیس کی سماعت کرتے ہوئے فریقین کے وکلا کے دلائل سنے اور فیصلہ محفوظ کر لیا، اس موقع پر حکام نے بتایا کہ حکومت عوام کے مسائل کے حل کے لیے اقدامات کر رہی ہے اور آئندہ انتخابات شفاف انداز میں منعقد کیے جائیں گے جبکہ الیکشن کمیشن نے امیدواروں کے کاغذات نامزدگی کی جانچ پڑتال مکمل کر لی ہے، پاکستان کی معیشت کی بہتری کے لیے سرمایہ کاری ضروری ہے اور وزیر اعظم نے اجلاس کی صدارت کی ۔ کے [182, 71, 352, 231]
article-text: کے دوران انہوں نے کہا کہ عدالت نے کیس کی سماعت کرتے ہوئے فریقین کے وکلا کے دلائل سنے اور فیصلہ محفوظ کر لیا، اس موقع پر حکام نے بتایا کہ حکومت عوام کے مسائل کے حل کے لیے اقدامات کر رہی ہے اور آئندہ انتخابات شفاف انداز میں منعقد کیے جائیں گے جبکہ الیکشن کمیشن نے امیدواروں کے کاغذات [1074, 435, 1244, 541]
article-text: کے دوران انہوں نے کہا کہ عدالت نے کیس کی سماعت کرتے ہوئے فریقین کے وکلا کے دلائل سنے اور فیصلہ محفوظ کر لیا، اس موقع پر حکام نے بتایا کہ حکومت عوام کے مسائل کے حل کے لیے اقدامات کر رہی ہے اور آئندہ انتخابات شفاف انداز میں منعقد کیے جائیں گے جبکہ الیکشن کمیشن نے امیدواروں کے کاغذات نامزدگی کی جانچ پڑتال مکمل کر لی [1074, 1425, 1244, 1545]
marker-label: بقیہ [716, 885, 809, 911]
column-6 [356, 34, 531, 2554]
marker-label: بقیہ [536, 381, 629, 407]
continuation-marker-12 [1073, 799, 1245, 827]
page-title: روزنامہ سب نیوز(4)جنوری2024 [576, 5, 834, 25]
marker-label: بقیہ [360, 656, 451, 682]
marker-number: 07 [1193, 42, 1217, 62]
continuation-marker-56 [2, 1312, 174, 1340]
marker-number: 32 [656, 609, 681, 629]
marker-number: 48 [301, 1149, 325, 1169]
article-text: کے دوران انہوں نے کہا کہ عدالت نے کیس کی سماعت کرتے ہوئے فریقین کے وکلا کے دلائل سنے اور فیصلہ محفوظ کر لیا، اس موقع پر حکام نے بتایا کہ حکومت عوام کے مسائل کے حل کے لیے اقدامات [1074, 332, 1244, 397]
continuation-marker-15 [1073, 1393, 1245, 1421]
marker-number: 10 [1193, 406, 1217, 427]
marker-label: بقیہ [182, 1209, 274, 1235]
continuation-marker-52 [2, 101, 174, 129]
article-text: کے دوران انہوں نے کہا کہ عدالت نے کیس کی سماعت کرتے ہوئے فریقین کے وکلا کے دلائل سنے اور فیصلہ محفوظ کر لیا، اس موقع پر حکام نے بتایا کہ حکومت عوام کے مسائل کے حل کے لیے اقدامات کر رہی ہے اور آئندہ انتخابات شفاف انداز میں منعقد کیے جائیں گے جبکہ الیکشن کمیشن نے امیدواروں کے کاغذات نامزدگی کی جانچ پڑتال مکمل کر لی ہے، پاکستان کی معیشت کی بہتری کے لیے سرمایہ کاری ضروری ہے اور وزیر اعظم نے اجلاس کی صدارت کی ۔ کے دوران انہوں نے کہا کہ عدالت نے کیس کی سماعت کرتے ہوئے فریقین کے وکلا کے دلائل سنے اور فیصلہ محفوظ کر لیا، اس موقع پر حکام نے بتایا کہ حکومت عوام کے مسائل کے حل کے لیے اقدامات کر رہی ہے اور آئندہ انتخابات شفاف انداز میں منعقد کیے جائیں گے جبکہ الیکشن کمیشن نے امیدواروں کے کاغذات نامزدگی کی جانچ پڑتال مکمل کر لی ہے، پاکستان کی معیشت کی بہتری کے لیے سرمایہ کاری ضروری ہے اور وزیر اعظم نے اجلاس کی صدارت کی ۔ کے دوران انہوں نے کہا کہ عدالت نے کیس کی سماعت کرتے ہوئے فریقین کے وکلا کے دلائل سنے اور فیصلہ محفوظ کر لیا، اس موقع پر حکام نے بتایا کہ [1252, 944, 1408, 1347]
article-text: کے دوران انہوں نے کہا کہ عدالت نے [536, 1623, 708, 1635]
marker-number: 18 [1015, 42, 1039, 62]
marker-number: 12 [1193, 802, 1217, 823]
article-text: کے دوران انہوں نے کہا کہ عدالت نے کیس کی سماعت کرتے ہوئے فریقین کے وکلا کے دلائل سنے اور فیصلہ محفوظ کر لیا، اس موقع پر حکام نے بتایا کہ حکومت عوام کے مسائل کے حل کے لیے اقدامات کر رہی ہے اور آئندہ انتخابات شفاف انداز میں منعقد کیے جائیں گے جبکہ الیکشن کمیشن نے امیدواروں کے کاغذات نامزدگی کی جانچ پڑتال مکمل کر لی ہے، پاکستان کی معیشت کی بہتری کے لیے سرمایہ کاری ضروری ہے اور وزیر اعظم نے اجلاس کی صدارت کی ۔ کے دوران انہوں نے کہا کہ عدالت نے کیس کی سماعت کرتے ہوئے فریقین کے وکلا کے دلائل سنے اور فیصلہ محفوظ کر لیا، اس موقع پر حکام نے بتایا کہ حکومت عوام کے مسائل کے حل کے لیے اقدامات [896, 552, 1066, 780]
continuation-marker-03 [1251, 1352, 1409, 1380]
continuation-marker-19 [895, 520, 1067, 548]
article-text: کے دوران انہوں نے کہا کہ عدالت نے کیس کی سماعت کرتے ہوئے فریقین کے وکلا کے دلائل سنے اور فیصلہ محفوظ کر لیا، اس موقع پر حکام نے بتایا کہ حکومت عوام کے مسائل کے حل کے لیے اقدامات کر رہی ہے اور آئندہ انتخابات شفاف انداز میں منعقد کیے جائیں گے جبکہ الیکشن کمیشن نے امیدواروں کے کاغذات نامزدگی کی جانچ پڑتال مکمل کر لی ہے، پاکستان کی معیشت کی بہتری کے لیے سرمایہ کاری ضروری ہے اور وزیر اعظم نے اجلاس کی صدارت کی ۔ کے دوران انہوں نے کہا کہ عدالت نے کیس کی سماعت کرتے ہوئے فریقین کے وکلا کے دلائل سنے اور فیصلہ محفوظ کر لیا، اس موقع پر حکام نے بتایا کہ حکومت عوام کے مسائل کے حل کے لیے اقدامات کر رہی ہے اور آئندہ انتخابات شفاف انداز میں منعقد کیے جائیں گے جبکہ الیکشن کمیشن نے امیدواروں کے کاغذات نامزدگی کی جانچ پڑتال مکمل کر لی ہے، پاکستان کی معیشت کی بہتری کے لیے سرمایہ کاری ضروری ہے اور وزیر اعظم نے اجلاس کی صدارت کی ۔ کے دوران انہوں نے کہا کہ عدالت نے کیس کی سماعت کرتے ہوئے فریقین کے وکلا کے دلائل سنے اور فیصلہ محفوظ کر لیا، اس موقع پر حکام نے بتایا کہ حکومت عوام کے مسائل کے حل کے لیے اقدامات کر رہی ہے اور آئندہ انتخابات شفاف انداز میں منعقد کیے جائیں گے جبکہ الیکشن کمیشن نے امیدواروں کے کاغذات نامزدگی کی جانچ پڑتال مکمل کر لی ہے، پاکستان کی معیشت کی بہتری کے لیے سرمایہ کاری ضروری ہے اور وزیر اعظم نے اجلاس کی صدارت کی ۔ کے دوران انہوں نے کہا کہ عدالت نے کیس کی سماعت کرتے ہوئے فریقین کے وکلا کے دلائل سنے اور فیصلہ محفوظ کر لیا، اس موقع پر حکام نے بتایا کہ حکومت عوام کے مسائل کے حل کے لیے اقدامات کر رہی ہے اور آئندہ انتخابات شفاف انداز میں منعقد کیے جائیں گے جبکہ الیکشن کمیشن نے امیدواروں کے کاغذات نامزدگی کی جانچ پڑتال مکمل کر لی ہے، پاکستان کی معیشت کی بہتری کے لیے سرمایہ کاری ضروری ہے اور وزیر اعظم نے اجلاس کی صدارت کی ۔ کے دوران انہوں نے کہا کہ عدالت نے کیس [3, 134, 173, 793]
marker-label: بقیہ [1074, 1394, 1166, 1420]
continuation-marker-23 [715, 38, 889, 66]
article-text: کے دوران انہوں نے کہا کہ عدالت نے کیس کی سماعت کرتے ہوئے فریقین کے وکلا کے دلائل سنے اور فیصلہ محفوظ کر لیا، اس موقع پر حکام نے بتایا کہ حکومت عوام کے مسائل کے حل کے لیے اقدامات کر رہی ہے اور آئندہ انتخابات شفاف انداز میں منعقد کیے جائیں گے جبکہ الیکشن کمیشن نے امیدواروں کے کاغذات نامزدگی کی جانچ پڑتال مکمل کر لی [1074, 1583, 1244, 1702]
article-text: کے دوران انہوں نے کہا کہ عدالت نے کیس کی سماعت کرتے ہوئے فریقین کے وکلا کے دلائل سنے اور فیصلہ محفوظ کر لیا، اس موقع پر حکام نے بتایا کہ حکومت عوام کے مسائل کے حل کے لیے اقدامات کر رہی ہے اور آئندہ انتخابات شفاف انداز میں منعقد کیے جائیں گے جبکہ الیکشن کمیشن نے امیدواروں کے کاغذات نامزدگی کی جانچ پڑتال مکمل کر لی ہے، پاکستان کی معیشت کی بہتری کے لیے سرمایہ کاری ضروری ہے اور وزیر اعظم نے اجلاس کی صدارت کی ۔ کے دوران انہوں نے کہا کہ عدالت نے کیس کی سماعت کرتے ہوئے فریقین کے وکلا کے دلائل سنے اور فیصلہ محفوظ کر لیا، اس موقع پر حکام نے بتایا کہ حکومت عوام کے مسائل کے حل کے لیے اقدامات کر رہی ہے اور آئندہ انتخابات شفاف انداز میں منعقد کیے جائیں گے جبکہ الیکشن کمیشن نے امیدواروں کے کاغذات نامزدگی کی جانچ پڑتال مکمل کر لی ہے، پاکستان کی معیشت کی بہتری کے لیے سرمایہ کاری ضروری ہے اور وزیر اعظم نے اجلاس کی صدارت کی ۔ کے دوران انہوں نے کہا کہ عدالت نے کیس کی سماعت کرتے ہوئے فریقین کے وکلا کے دلائل سنے اور فیصلہ محفوظ کر لیا، اس موقع پر حکام نے بتایا کہ حکومت عوام کے مسائل کے حل کے لیے اقدامات کر رہی ہے اور آئندہ انتخابات شفاف انداز میں منعقد کیے جائیں گے جبکہ الیکشن کمیشن نے امیدواروں کے کاغذات نامزدگی کی جانچ پڑتال مکمل کر لی ہے، پاکستان کی معیشت کی بہتری کے لیے سرمایہ کاری ضروری ہے اور وزیر اعظم نے اجلاس کی صدارت کی ۔ کے دوران انہوں نے کہا کہ عدالت نے کیس کی سماعت کرتے ہوئے فریقین کے وکلا کے دلائل سنے اور فیصلہ محفوظ کر لیا، اس موقع پر حکام نے بتایا کہ حکومت عوام کے مسائل کے حل کے لیے اقدامات کر رہی ہے اور آئندہ انتخابات شفاف انداز میں منعقد کیے [535, 638, 708, 1203]
continuation-marker-36 [359, 38, 529, 66]
article-text: کے دوران انہوں نے کہا کہ عدالت نے کیس کی سماعت کرتے ہوئے فریقین کے وکلا کے دلائل سنے اور فیصلہ محفوظ کر لیا، اس موقع پر حکام نے بتایا کہ حکومت عوام کے مسائل کے حل کے لیے اقدامات کر رہی ہے اور آئندہ انتخابات شفاف انداز میں منعقد کیے جائیں گے جبکہ الیکشن کمیشن نے امیدواروں کے کاغذات نامزدگی کی جانچ پڑتال مکمل کر لی ہے، پاکستان کی معیشت کی بہتری کے لیے سرمایہ کاری ضروری ہے اور وزیر اعظم نے اجلاس کی صدارت کی ۔ کے [3, 1146, 173, 1306]
article-text: کے دوران انہوں نے کہا کہ عدالت نے کیس کی سماعت کرتے ہوئے فریقین کے وکلا کے دلائل سنے اور فیصلہ محفوظ کر لیا، اس موقع پر حکام نے بتایا کہ حکومت عوام کے مسائل کے حل کے لیے اقدامات کر رہی ہے اور آئندہ انتخابات شفاف انداز میں منعقد کیے جائیں گے جبکہ الیکشن کمیشن نے امیدواروں کے کاغذات نامزدگی کی جانچ پڑتال مکمل کر لی [1074, 1268, 1244, 1387]
continuation-marker-47 [181, 704, 353, 732]
continuation-marker-28 [715, 1460, 889, 1488]
marker-number: 40 [477, 658, 502, 679]
article-text: کے دوران انہوں نے کہا کہ عدالت نے کیس کی سماعت کرتے ہوئے فریقین کے وکلا کے دلائل سنے اور فیصلہ محفوظ کر لیا، اس موقع پر حکام نے بتایا کہ حکومت عوام کے مسائل کے حل کے لیے اقدامات کر رہی ہے اور آئندہ انتخابات شفاف انداز میں منعقد کیے جائیں گے جبکہ الیکشن کمیشن نے امیدواروں کے کاغذات نامزدگی کی جانچ پڑتال مکمل کر لی ہے، پاکستان کی معیشت کی بہتری کے لیے سرمایہ کاری ضروری ہے اور وزیر اعظم نے اجلاس کی صدارت کی ۔ کے دوران انہوں نے کہا کہ عدالت نے کیس کی سماعت کرتے ہوئے فریقین کے وکلا کے دلائل سنے اور فیصلہ محفوظ کر لیا، اس موقع پر حکام نے بتایا کہ حکومت [1074, 579, 1244, 793]
marker-number: 19 [1015, 523, 1039, 544]
marker-label: بقیہ [1252, 2204, 1336, 2230]
continuation-marker-48 [181, 1145, 353, 1173]
continuation-marker-30 [535, 196, 709, 224]
marker-label: بقیہ [1252, 1686, 1336, 1712]
marker-number: 45 [301, 42, 325, 62]
marker-number: 27 [836, 888, 861, 908]
marker-number: 49 [301, 1212, 325, 1232]
marker-label: بقیہ [182, 1146, 274, 1172]
marker-number: 21 [1015, 1014, 1039, 1034]
marker-number: 20 [1015, 789, 1039, 809]
continuation-marker-38 [359, 448, 529, 476]
column-1 [1248, 34, 1410, 2554]
article-text: کے دوران انہوں نے کہا کہ عدالت نے کیس کی سماعت کرتے ہوئے فریقین کے [716, 71, 888, 96]
marker-label: بقیہ [3, 1695, 95, 1721]
marker-number: 46 [301, 240, 325, 260]
continuation-marker-27 [715, 884, 889, 912]
column-3 [892, 34, 1069, 2554]
continuation-marker-09 [1073, 299, 1245, 327]
article-text: کے دوران انہوں نے کہا کہ عدالت نے کیس کی سماعت کرتے ہوئے فریقین کے وکلا کے دلائل سنے اور فیصلہ محفوظ کر لیا، اس موقع پر حکام نے بتایا کہ حکومت عوام کے مسائل کے حل کے لیے اقدامات [1074, 71, 1244, 136]
marker-number: 47 [301, 708, 325, 728]
marker-label: بقیہ [3, 39, 95, 65]
continuation-marker-44 [359, 1622, 529, 1650]
marker-number: 14 [1193, 1239, 1217, 1259]
article-text: کے دوران انہوں نے کہا کہ عدالت نے کیس کی سماعت کرتے ہوئے فریقین کے وکلا کے دلائل سنے اور فیصلہ محفوظ کر [536, 1241, 708, 1279]
article-text: کے دوران انہوں نے کہا کہ عدالت نے کیس کی سماعت کرتے ہوئے فریقین کے وکلا کے دلائل سنے اور فیصلہ محفوظ کر لیا، اس موقع پر حکام نے بتایا کہ حکومت عوام کے مسائل کے حل کے لیے اقدامات کر رہی ہے اور آئندہ انتخابات شفاف انداز میں منعقد کیے جائیں گے جبکہ الیکشن کمیشن نے امیدواروں کے کاغذات نامزدگی کی جانچ پڑتال مکمل کر لی ہے، پاکستان کی معیشت کی بہتری کے لیے سرمایہ کاری ضروری ہے اور وزیر اعظم نے اجلاس کی صدارت کی ۔ کے دوران انہوں نے کہا کہ عدالت نے کیس کی سماعت کرتے ہوئے فریقین کے وکلا کے دلائل سنے اور فیصلہ محفوظ کر لیا، اس موقع پر حکام نے بتایا کہ حکومت عوام کے مسائل کے حل کے لیے اقدامات کر رہی ہے اور آئندہ انتخابات [360, 1115, 528, 1356]
continuation-marker-08 [1073, 142, 1245, 170]
marker-number: 30 [656, 199, 681, 220]
marker-label: بقیہ [896, 786, 988, 812]
marker-label: بقیہ [360, 449, 451, 475]
marker-label: بقیہ [1252, 1857, 1336, 1883]
marker-label: بقیہ [360, 264, 451, 290]
article-text: کے دوران انہوں نے کہا کہ عدالت نے کیس کی سماعت کرتے ہوئے فریقین کے وکلا کے دلائل سنے اور فیصلہ محفوظ کر لیا، اس موقع پر حکام نے بتایا کہ حکومت عوام کے مسائل کے حل کے لیے اقدامات کر رہی ہے اور آئندہ انتخابات شفاف انداز میں منعقد کیے جائیں گے جبکہ الیکشن کمیشن نے امیدواروں کے کاغذات نامزدگی کی جانچ پڑتال مکمل کر لی ہے، پاکستان کی معیشت کی بہتری کے لیے سرمایہ کاری ضروری ہے اور وزیر اعظم [536, 228, 708, 375]
article-text: کے دوران انہوں نے کہا کہ عدالت نے کیس کی سماعت کرتے ہوئے فریقین کے وکلا کے دلائل سنے اور فیصلہ محفوظ کر لیا، اس موقع پر حکام نے بتایا کہ حکومت عوام کے مسائل کے حل کے لیے اقدامات کر رہی ہے اور آئندہ انتخابات شفاف انداز میں منعقد کیے جائیں گے جبکہ الیکشن کمیشن نے امیدواروں کے کاغذات نامزدگی کی جانچ پڑتال مکمل کر لی ہے، [536, 71, 708, 190]
marker-label: بقیہ [1252, 1353, 1336, 1379]
marker-label: بقیہ [896, 1385, 988, 1411]
marker-number: 03 [1360, 1356, 1384, 1376]
marker-number: 35 [656, 1594, 681, 1615]
continuation-marker-58 [2, 1694, 174, 1722]
marker-label: بقیہ [896, 1011, 988, 1037]
continuation-marker-42 [359, 1361, 529, 1389]
continuation-marker-21 [895, 1010, 1067, 1038]
continuation-marker-13 [1073, 1118, 1245, 1146]
article-text: کے دوران انہوں نے کہا کہ عدالت نے کیس کی سماعت کرتے ہوئے فریقین کے وکلا کے دلائل سنے اور فیصلہ محفوظ کر لیا، اس موقع پر حکام نے بتایا کہ حکومت عوام کے مسائل کے حل کے لیے اقدامات کر رہی ہے اور آئندہ انتخابات شفاف انداز میں منعقد کیے جائیں گے جبکہ الیکشن کمیشن نے امیدواروں کے کاغذات نامزدگی کی جانچ پڑتال مکمل کر لی ہے، پاکستان کی معیشت کی بہتری کے لیے سرمایہ کاری ضروری ہے اور وزیر اعظم نے اجلاس کی صدارت کی ۔ کے دوران انہوں نے کہا کہ عدالت نے کیس کی سماعت کرتے ہوئے فریقین کے وکلا کے دلائل سنے اور فیصلہ محفوظ کر [1252, 2235, 1408, 2449]
article-text: کے دوران انہوں نے کہا کہ عدالت نے کیس کی سماعت کرتے ہوئے فریقین کے وکلا کے دلائل سنے اور فیصلہ محفوظ کر لیا، اس موقع پر حکام نے بتایا کہ حکومت عوام کے مسائل کے حل کے لیے اقدامات کر رہی ہے اور آئندہ انتخابات شفاف انداز میں منعقد کیے جائیں گے جبکہ الیکشن کمیشن نے امیدواروں کے کاغذات نامزدگی کی جانچ پڑتال مکمل کر لی ہے، پاکستان کی معیشت کی بہتری کے لیے سرمایہ کاری ضروری ہے اور وزیر اعظم نے اجلاس کی صدارت کی ۔ کے دوران انہوں نے کہا کہ عدالت نے کیس کی سماعت کرتے ہوئے فریقین کے وکلا کے دلائل سنے اور فیصلہ محفوظ کر لیا، اس موقع پر حکام نے بتایا کہ حکومت عوام کے مسائل کے حل کے لیے اقدامات کر رہی ہے اور آئندہ انتخابات شفاف انداز میں منعقد کیے جائیں گے جبکہ الیکشن کمیشن نے امیدواروں کے کاغذات نامزدگی کی جانچ پڑتال مکمل کر لی ہے، پاکستان کی معیشت کی بہتری کے لیے سرمایہ کاری ضروری ہے اور وزیر اعظم نے اجلاس کی صدارت کی ۔ کے دوران انہوں نے کہا کہ عدالت نے کیس کی سماعت کرتے ہوئے فریقین کے وکلا کے دلائل سنے اور فیصلہ محفوظ کر لیا، اس موقع پر حکام نے بتایا کہ حکومت عوام کے مسائل کے حل کے لیے اقدامات کر رہی ہے اور آئندہ انتخابات شفاف انداز میں منعقد کیے جائیں گے جبکہ الیکشن کمیشن نے امیدواروں کے کاغذات نامزدگی کی جانچ پڑتال مکمل کر لی [896, 71, 1066, 514]
marker-label: بقیہ [182, 705, 274, 731]
marker-label: بقیہ [536, 606, 629, 632]
marker-number: 53 [122, 802, 146, 823]
continuation-marker-06 [1251, 2203, 1409, 2231]
continuation-marker-17 [1073, 1708, 1245, 1736]
continuation-marker-16 [1073, 1550, 1245, 1578]
continuation-marker-18 [895, 38, 1067, 66]
marker-label: بقیہ [3, 800, 95, 826]
marker-label: بقیہ [896, 521, 988, 547]
marker-number: 44 [477, 1626, 502, 1646]
marker-number: 34 [656, 1288, 681, 1309]
article-text: کے دوران انہوں نے کہا کہ عدالت نے کیس کی سماعت کرتے ہوئے فریقین کے وکلا کے دلائل سنے اور فیصلہ محفوظ کر لیا، اس موقع پر حکام نے بتایا کہ حکومت عوام کے مسائل کے حل کے لیے اقدامات کر رہی ہے اور آئندہ انتخابات شفاف انداز میں منعقد کیے جائیں گے جبکہ الیکشن کمیشن نے امیدواروں کے کاغذات نامزدگی کی جانچ پڑتال مکمل کر لی ہے، پاکستان کی معیشت کی بہتری کے لیے سرمایہ کاری ضروری ہے اور وزیر اعظم نے اجلاس کی صدارت کی ۔ کے دوران انہوں نے کہا کہ عدالت نے کیس کی سماعت کرتے ہوئے فریقین کے وکلا کے دلائل سنے اور فیصلہ محفوظ کر لیا، اس موقع پر حکام نے بتایا کہ حکومت عوام کے مسائل کے حل کے لیے اقدامات کر رہی ہے اور آئندہ انتخابات شفاف انداز میں [715, 318, 888, 559]
marker-label: بقیہ [3, 984, 95, 1010]
marker-number: 17 [1193, 1711, 1217, 1732]
continuation-marker-45 [181, 38, 353, 66]
marker-label: بقیہ [536, 1209, 629, 1235]
continuation-marker-01 [1251, 38, 1409, 66]
article-text: کے دوران انہوں نے کہا کہ عدالت نے کیس کی سماعت کرتے ہوئے فریقین کے [3, 71, 173, 96]
article-text: کے دوران انہوں نے کہا کہ عدالت نے کیس کی سماعت کرتے ہوئے فریقین کے وکلا کے دلائل سنے اور فیصلہ محفوظ کر لیا، اس موقع پر حکام نے بتایا کہ حکومت عوام کے مسائل کے حل کے لیے اقدامات کر رہی ہے اور آئندہ انتخابات شفاف انداز میں منعقد کیے جائیں گے جبکہ الیکشن کمیشن نے امیدواروں کے کاغذات نامزدگی کی جانچ پڑتال مکمل کر لی ہے، پاکستان کی معیشت کی بہتری کے لیے سرمایہ کاری ضروری ہے اور وزیر اعظم [716, 134, 888, 280]
marker-number: 11 [1193, 550, 1217, 571]
marker-number: 06 [1360, 2206, 1384, 2227]
article-text: کے دوران انہوں نے کہا کہ عدالت نے کیس کی سماعت کرتے ہوئے فریقین کے وکلا کے دلائل سنے اور فیصلہ محفوظ کر لیا، اس موقع پر حکام نے بتایا کہ حکومت [1074, 1740, 1244, 1792]
article-text: کے دوران انہوں نے کہا کہ عدالت نے کیس کی سماعت کرتے ہوئے فریقین کے وکلا کے دلائل سنے اور فیصلہ محفوظ کر لیا، اس موقع پر حکام نے بتایا کہ حکومت عوام کے مسائل کے حل کے لیے [360, 1655, 528, 1720]
marker-label: بقیہ [3, 102, 95, 128]
article-text: کے دوران انہوں نے کہا کہ عدالت نے کیس کی سماعت کرتے ہوئے فریقین کے وکلا کے دلائل سنے اور فیصلہ محفوظ کر لیا، اس موقع پر حکام نے بتایا کہ حکومت عوام کے مسائل کے حل کے لیے اقدامات کر رہی ہے اور آئندہ انتخابات شفاف انداز میں منعقد کیے جائیں گے جبکہ [716, 1493, 888, 1585]
marker-number: 16 [1193, 1554, 1217, 1574]
article-text: کے دوران انہوں نے کہا کہ عدالت نے کیس کی سماعت کرتے ہوئے فریقین کے وکلا کے دلائل سنے اور فیصلہ محفوظ کر لیا، اس موقع پر حکام نے بتایا کہ حکومت عوام کے مسائل کے حل کے لیے اقدامات کر رہی ہے اور آئندہ انتخابات شفاف انداز میں منعقد کیے جائیں گے جبکہ الیکشن کمیشن نے امیدواروں کے کاغذات نامزدگی کی جانچ پڑتال مکمل کر لی ہے، پاکستان کی معیشت کی بہتری کے لیے سرمایہ کاری ضروری ہے اور وزیر اعظم نے اجلاس کی صدارت کی ۔ کے دوران انہوں نے کہا کہ عدالت نے کیس کی سماعت کرتے ہوئے فریقین کے وکلا کے دلائل سنے اور فیصلہ محفوظ کر لیا، اس موقع پر حکام نے بتایا کہ حکومت عوام کے مسائل کے حل کے لیے اقدامات کر رہی ہے اور آئندہ انتخابات شفاف انداز میں منعقد کیے جائیں گے جبکہ الیکشن کمیشن نے امیدواروں کے کاغذات نامزدگی کی جانچ پڑتال مکمل کر لی ہے، پاکستان [1252, 1889, 1408, 2197]
marker-number: 01 [1360, 42, 1384, 62]
continuation-marker-29 [535, 38, 709, 66]
continuation-marker-26 [715, 565, 889, 593]
masthead [0, 0, 1410, 32]
continuation-marker-24 [715, 101, 889, 129]
article-text: کے دوران انہوں نے کہا کہ عدالت نے کیس کی سماعت کرتے ہوئے فریقین کے وکلا کے دلائل سنے اور فیصلہ محفوظ کر لیا، اس موقع پر حکام نے بتایا کہ حکومت [182, 1241, 352, 1293]
marker-number: 36 [477, 42, 502, 62]
article-text: کے دوران انہوں نے کہا کہ عدالت نے کیس کی سماعت کرتے ہوئے فریقین کے وکلا کے دلائل سنے اور فیصلہ محفوظ کر لیا، اس موقع پر حکام نے بتایا کہ حکومت عوام کے مسائل کے حل کے لیے اقدامات کر رہی ہے اور آئندہ انتخابات شفاف انداز میں منعقد کیے جائیں گے جبکہ الیکشن کمیشن نے امیدواروں کے کاغذات نامزدگی کی جانچ پڑتال مکمل کر لی ہے، پاکستان کی معیشت کی بہتری کے [3, 1556, 173, 1689]
marker-label: بقیہ [536, 1286, 629, 1312]
marker-number: 04 [1360, 1689, 1384, 1709]
article-text: کے دوران انہوں نے کہا کہ عدالت نے کیس کی سماعت کرتے ہوئے فریقین کے وکلا کے دلائل سنے اور فیصلہ محفوظ کر لیا، اس موقع پر حکام نے بتایا کہ حکومت عوام کے مسائل کے حل کے لیے اقدامات کر رہی ہے اور آئندہ انتخابات شفاف انداز میں منعقد کیے جائیں گے جبکہ الیکشن کمیشن نے امیدواروں کے کاغذات نامزدگی کی جانچ پڑتال مکمل کر لی ہے، پاکستان کی معیشت کی بہتری کے لیے سرمایہ کاری ضروری ہے اور وزیر اعظم نے اجلاس کی صدارت کی ۔ کے دوران انہوں نے کہا کہ عدالت نے کیس کی سماعت کرتے ہوئے فریقین کے وکلا کے [536, 413, 708, 600]
continuation-marker-34 [535, 1285, 709, 1313]
marker-label: بقیہ [716, 1461, 809, 1487]
marker-label: بقیہ [536, 1592, 629, 1618]
article-text: کے دوران انہوں نے کہا کہ عدالت نے کیس کی سماعت کرتے ہوئے فریقین کے [182, 1331, 352, 1356]
column-4 [712, 34, 891, 2554]
marker-label: بقیہ [716, 39, 809, 65]
continuation-marker-35 [535, 1591, 709, 1619]
continuation-marker-55 [2, 1114, 174, 1142]
marker-number: 57 [122, 1527, 146, 1547]
marker-number: 26 [836, 568, 861, 589]
